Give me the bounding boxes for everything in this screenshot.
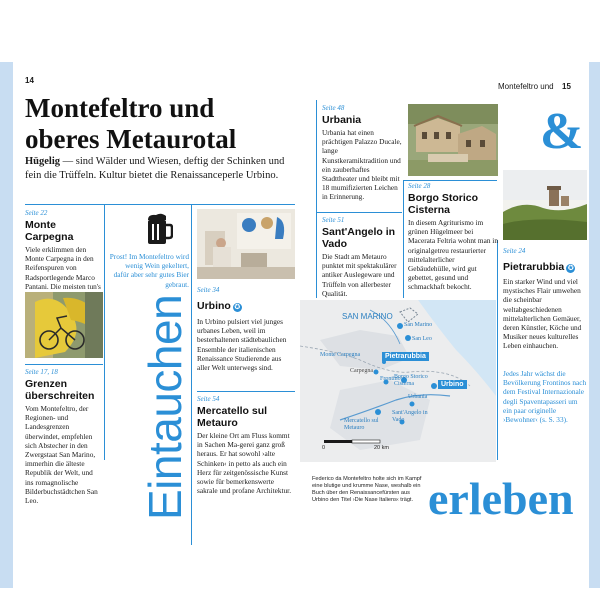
entry-body: Ein starker Wind und viel mystisches Flair umwehen die scheinbar weltabgeschiedenen mittelalterlichen Gemäuer, deren Künstler, Köche und Musiker neues kulturelles Leben einhauchen. bbox=[503, 277, 582, 351]
erleben-word: erleben bbox=[428, 473, 574, 524]
beer-mug-icon bbox=[145, 212, 173, 251]
entry-title: Grenzen überschreiten bbox=[25, 378, 95, 402]
seite-ref: Seite 24 bbox=[503, 247, 526, 255]
map-label-borgo: Borgo Storico Cisterna bbox=[394, 374, 428, 387]
row-divider-top bbox=[25, 204, 295, 205]
left-edge-bar bbox=[0, 62, 13, 588]
seite-ref: Seite 48 bbox=[322, 104, 345, 112]
title-line-2: oberes Metaurotal bbox=[25, 124, 237, 154]
page-title bbox=[25, 93, 295, 155]
entry-borgo bbox=[408, 182, 498, 292]
col-divider-3 bbox=[316, 100, 317, 298]
map-label-monte-carpegna: Monte Carpegna bbox=[320, 352, 361, 358]
map-region-label: SAN MARINO bbox=[342, 312, 393, 321]
map-badge-pietrarubbia: Pietrarubbia bbox=[382, 352, 429, 361]
pietrarubbia-landscape-photo bbox=[503, 170, 587, 240]
entry-title-row bbox=[197, 296, 295, 314]
map-label-urbania: Urbania bbox=[408, 394, 428, 400]
entry-santangelo bbox=[322, 216, 402, 298]
festival-note: Jedes Jahr wächst die Bevölkerung Frontinos nach dem Festival Internazionale degli Spaventapasseri um ein paar originelle ›Bewohner‹ (s. S. 33). bbox=[503, 369, 587, 425]
ceramic-workshop-photo bbox=[197, 209, 295, 279]
seite-ref: Seite 17, 18 bbox=[25, 368, 58, 376]
entry-body: In diesem Agriturismo im grünen Hügelmeer bei Macerata Feltria wohnt man in originalgetreu restaurierter mittelalterlicher Gebäudehülle, wird gut gebettet, gesund und schmackhaft bekocht. bbox=[408, 218, 498, 292]
row-divider-right-1 bbox=[316, 212, 402, 213]
map-label-santangelo: Sant'Angelo in Vado bbox=[392, 410, 428, 423]
col-divider-1 bbox=[104, 205, 105, 460]
right-page-number: 15 bbox=[562, 82, 571, 91]
eintauchen-word: Eintauchen bbox=[139, 294, 191, 520]
ceramic-workshop-image bbox=[197, 209, 295, 279]
col-divider-2 bbox=[191, 205, 192, 545]
intro-bold: Hügelig bbox=[25, 156, 61, 167]
left-page-number: 14 bbox=[25, 76, 34, 85]
region-map bbox=[300, 300, 496, 462]
wine-note: Prost! Im Montefeltro wird wenig Wein gekeltert, dafür aber sehr gutes Bier gebraut. bbox=[109, 252, 189, 289]
entry-title: Urbino bbox=[197, 300, 231, 312]
entry-body: Die Stadt am Metauro punktet mit spektakulärer antiker Auslegeware und Trüffeln von allerbester Qualität. bbox=[322, 252, 397, 298]
right-edge-bar bbox=[589, 62, 600, 588]
chapter-label: Montefeltro und bbox=[498, 82, 554, 91]
entry-body: Viele erklimmen den Monte Carpegna in den Reifenspuren von Radsportlegende Marco Pantani. Die meisten tun's bbox=[25, 245, 101, 291]
entry-body: Urbania hat einen prächtigen Palazzo Ducale, lange Kunstkeramiktradition und ein zauberhaftes Stadttheater und bleibt mit 18 mumifizierten Leichen in Erinnerung. bbox=[322, 128, 402, 202]
intro-text bbox=[25, 155, 293, 183]
star-icon: ✪ bbox=[567, 265, 574, 272]
borgo-buildings-image bbox=[408, 104, 498, 176]
map-label-san-marino: San Marino bbox=[404, 322, 433, 328]
map-label-san-leo: San Leo bbox=[412, 336, 432, 342]
borgo-buildings-photo bbox=[408, 104, 498, 176]
entry-title: Urbania bbox=[322, 114, 362, 126]
title-line-1: Montefeltro und bbox=[25, 93, 215, 123]
entry-title: Pietrarubbia bbox=[503, 261, 565, 273]
map-label-carpegna: Carpegna bbox=[350, 368, 373, 374]
entry-body: In Urbino pulsiert viel junges urbanes Leben, weil im besterhaltenen städtebaulichen Ensemble der italienischen Renaissance Studierende aus aller Welt unterwegs sind. bbox=[197, 317, 287, 373]
star-icon: ✪ bbox=[234, 304, 241, 311]
map-label-frontino: Frontino bbox=[380, 376, 401, 382]
pietrarubbia-landscape-image bbox=[503, 170, 587, 240]
ampersand: & bbox=[540, 103, 584, 160]
entry-title: Sant'Angelo in Vado bbox=[322, 226, 396, 250]
entry-pietrarubbia bbox=[503, 247, 587, 351]
row-divider-mid bbox=[197, 391, 295, 392]
entry-grenzen bbox=[25, 368, 101, 505]
seite-ref: Seite 54 bbox=[197, 395, 220, 403]
map-badge-urbino: Urbino bbox=[438, 380, 467, 389]
entry-body: Der kleine Ort am Fluss kommt in Sachen Ma-gerei ganz groß heraus. Er hat sowohl ›alte Schinken‹ in petto als auch ein Herz für zeitgenössische Kunst sowie für bemerkenswerte sakrale und profane Architektur. bbox=[197, 431, 292, 496]
map-scale-end: 20 km bbox=[374, 445, 389, 451]
entry-title-row bbox=[503, 257, 587, 275]
entry-urbania bbox=[322, 104, 402, 202]
col-divider-4 bbox=[403, 180, 404, 298]
seite-ref: Seite 51 bbox=[322, 216, 345, 224]
right-page-header bbox=[498, 76, 571, 94]
intro-rest: — sind Wälder und Wiesen, deftig der Schinken und fein die Trüffeln. Kultur bietet die Renaissanceperle Urbino. bbox=[25, 156, 285, 181]
entry-body: Vom Montefeltro, der Regionen- und Landesgrenzen überwindet, empfehlen sich Abstecher in den Zwergstaat San Marino, immerhin die älteste Republik der Welt, und ins romagnolische Bilderbuchstädtchen San Leo. bbox=[25, 404, 98, 506]
entry-title: Mercatello sul Metauro bbox=[197, 405, 268, 429]
cyclist-mural-image bbox=[25, 292, 103, 358]
seite-ref: Seite 22 bbox=[25, 209, 48, 217]
map-caption: Federico da Montefeltro holte sich im Kampf eine blutige und krumme Nase, weshalb ein Buch über den Renaissancefürsten aus Urbino den Titel ›Die Nase Italiens‹ trägt. bbox=[312, 476, 422, 503]
entry-mercatello bbox=[197, 395, 295, 495]
entry-title: Monte Carpegna bbox=[25, 219, 74, 243]
map-label-mercatello: Mercatello sul Metauro bbox=[344, 418, 379, 431]
map-scale-zero: 0 bbox=[322, 445, 326, 451]
entry-title: Borgo Storico Cisterna bbox=[408, 192, 478, 216]
cyclist-mural-photo bbox=[25, 292, 103, 358]
seite-ref: Seite 34 bbox=[197, 286, 220, 294]
row-divider-left bbox=[25, 364, 103, 365]
entry-urbino bbox=[197, 286, 295, 372]
row-divider-right-2 bbox=[403, 180, 497, 181]
seite-ref: Seite 28 bbox=[408, 182, 431, 190]
